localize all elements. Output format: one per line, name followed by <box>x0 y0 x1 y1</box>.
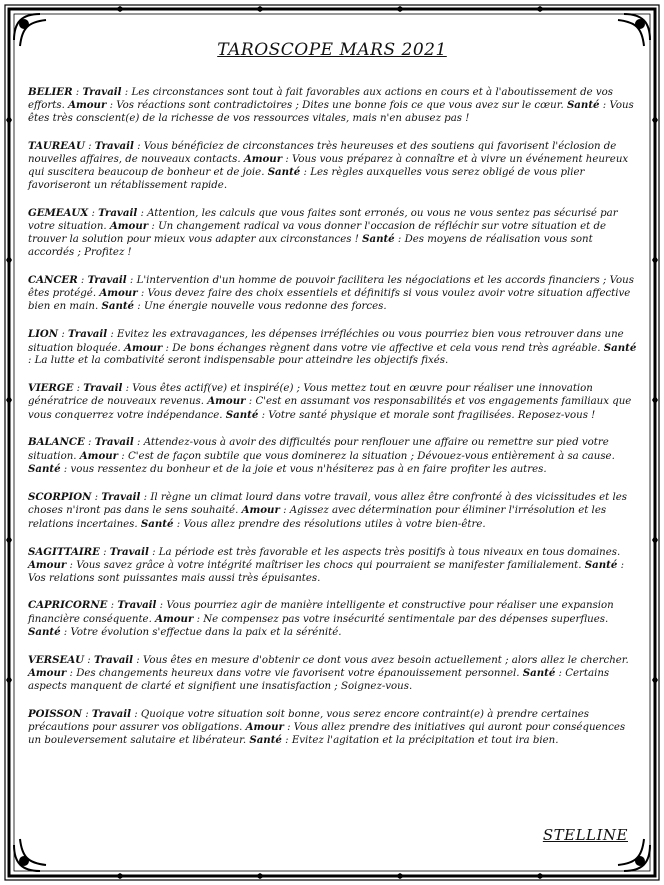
love-text: Des changements heureux dans votre vie favorisent votre épanouissement personnel. <box>76 668 520 680</box>
work-label: Travail <box>91 707 131 720</box>
love-label: Amour <box>241 504 280 517</box>
love-label: Amour <box>207 395 246 408</box>
horoscope-entry: VERSEAU : Travail : Vous êtes en mesure d'obtenir ce dont vous avez besoin actuellement ; alors allez le chercher. Amour : Des changements heureux dans votre vie favorisent votre épanouissement personnel. Santé : Certains aspects manquent de clarté et signifient une insatisfaction ; Soignez-vous. <box>28 653 629 692</box>
love-text: C'est en assumant vos responsabilités et vos engagements familiaux que vous conquerrez votre indépendance. <box>28 396 632 421</box>
work-text: Evitez les extravagances, les dépenses irréfléchies ou vous pourriez bien vous retrouver dans une situation bloquée. <box>28 329 624 354</box>
sign-name: GEMEAUX <box>28 206 89 219</box>
horoscope-entry: POISSON : Travail : Quoique votre situation soit bonne, vous serez encore contraint(e) à prendre certaines précautions pour assurer vos obligations. Amour : Vous allez prendre des initiatives qui auront pour conséquences un bouleversement salutaire et libérateur. Santé : Evitez l'agitation et la précipitation et tout ira bien. <box>28 707 626 747</box>
love-text: Vous savez grâce à votre intégrité maîtriser les chocs qui pourraient se manifester familialement. <box>76 560 582 572</box>
work-text: La période est très favorable et les aspects très positifs à tous niveaux en tous domaines. <box>158 546 621 558</box>
horoscope-entry: SAGITTAIRE : Travail : La période est très favorable et les aspects très positifs à tous niveaux en tous domaines. Amour : Vous savez grâce à votre intégrité maîtriser les chocs qui pourraient se manifester familialement. Santé : Vos relations sont puissantes mais aussi très épuisantes. <box>28 545 624 584</box>
work-label: Travail <box>94 436 134 449</box>
work-label: Travail <box>109 545 149 558</box>
love-label: Amour <box>155 612 194 625</box>
love-text: Vos réactions sont contradictoires ; Dites une bonne fois ce que vous avez sur le cœur. <box>116 100 564 112</box>
work-text: Vous pourriez agir de manière intelligente et constructive pour réaliser une expansion financière conséquente. <box>28 600 614 625</box>
work-label: Travail <box>82 86 122 98</box>
sign-name: CANCER <box>28 273 78 286</box>
sign-name: SCORPION <box>28 491 92 504</box>
border-diamond <box>6 255 12 265</box>
love-label: Amour <box>28 559 67 572</box>
love-text: Ne compensez pas votre insécurité sentimentale par des dépenses superflues. <box>203 613 609 625</box>
horoscope-entry: CANCER : Travail : L'intervention d'un homme de pouvoir facilitera les négociations et les accords financiers ; Vous êtes protégé. Amour : Vous devez faire des choix essentiels et définitifs si vous voulez avoir votre situation affective bien en main. Santé : Une énergie nouvelle vous redonne des forces. <box>28 273 634 313</box>
border-diamond <box>652 255 658 265</box>
page-title: TAROSCOPE MARS 2021 <box>217 40 447 60</box>
border-diamond <box>652 535 658 545</box>
border-diamond <box>115 873 125 879</box>
health-label: Santé <box>28 463 61 476</box>
health-text: Une énergie nouvelle vous redonne des forces. <box>143 301 387 313</box>
work-label: Travail <box>101 491 141 504</box>
work-label: Travail <box>87 273 127 286</box>
health-text: Votre évolution s'effectue dans la paix et la sérénité. <box>70 627 342 639</box>
work-label: Travail <box>94 139 134 152</box>
health-text: Certains aspects manquent de clarté et signifient une insatisfaction ; Soignez-vous. <box>28 668 610 692</box>
border-diamond <box>6 115 12 125</box>
work-text: Il règne un climat lourd dans votre travail, vous allez être confronté à des vicissitudes et les choses n'iront pas dans le sens souhaité. <box>28 492 628 517</box>
work-text: Les circonstances sont tout à fait favorables aux actions en cours et à l'aboutissement de vos efforts. <box>28 87 614 112</box>
sign-name: TAUREAU <box>28 139 85 152</box>
health-label: Santé <box>249 734 282 747</box>
health-text: Vous allez prendre des résolutions utiles à votre bien-être. <box>183 518 486 530</box>
love-text: Vous devez faire des choix essentiels et définitifs si vous voulez avoir votre situation affective bien en main. <box>28 288 631 313</box>
work-label: Travail <box>98 206 138 219</box>
border-diamond <box>395 6 405 12</box>
love-label: Amour <box>68 99 107 112</box>
horoscope-entry: CAPRICORNE : Travail : Vous pourriez agir de manière intelligente et constructive pour réaliser une expansion financière conséquente. Amour : Ne compensez pas votre insécurité sentimentale par des dépenses superflues. Santé : Votre évolution s'effectue dans la paix et la sérénité. <box>28 599 614 639</box>
work-text: L'intervention d'un homme de pouvoir facilitera les négociations et les accords financiers ; Vous êtes protégé. <box>28 274 634 300</box>
health-label: Santé <box>28 626 61 639</box>
work-text: Vous bénéficiez de circonstances très heureuses et des soutiens qui favorisent l'éclosion de nouvelles affaires, de nouveaux contacts. <box>28 140 617 166</box>
love-text: Un changement radical va vous donner l'occasion de réfléchir sur votre situation et de trouver la solution pour mieux vous adapter aux circonstances ! <box>28 221 607 246</box>
border-diamond <box>535 873 545 879</box>
health-text: Les règles auxquelles vous serez obligé de vous plier favoriseront un rétablissement rapide. <box>28 167 585 191</box>
health-label: Santé <box>603 341 637 354</box>
health-label: Santé <box>225 408 259 421</box>
love-text: Vous vous préparez à connaître et à vivre un événement heureux qui suscitera beaucoup de bonheur et de joie. <box>28 154 629 179</box>
work-text: Vous êtes actif(ve) et inspiré(e) ; Vous mettez tout en œuvre pour réaliser une innovation génératrice de nouveaux revenus. <box>28 382 593 408</box>
health-label: Santé <box>566 99 600 112</box>
work-text: Quoique votre situation soit bonne, vous serez encore contraint(e) à prendre certaines précautions pour assurer vos obligations. <box>28 708 590 733</box>
border-diamond <box>652 115 658 125</box>
title-wrap <box>0 40 664 60</box>
horoscope-entry: LION : Travail : Evitez les extravagances, les dépenses irréfléchies ou vous pourriez bien vous retrouver dans une situation bloquée. Amour : De bons échanges règnent dans votre vie affective et cela vous rend très agréable. Santé : La lutte et la combativité seront indispensable pour atteindre les objectifs fixés. <box>28 328 637 367</box>
health-text: Vous êtes très conscient(e) de la richesse de vos ressources vitales, mais n'en abusez pas ! <box>28 100 634 124</box>
border-diamond <box>115 6 125 12</box>
sign-name: CAPRICORNE <box>28 599 108 612</box>
love-text: Vous allez prendre des initiatives qui auront pour conséquences un bouleversement salutaire et libérateur. <box>28 721 626 747</box>
horoscope-list <box>28 86 640 762</box>
work-label: Travail <box>93 653 134 666</box>
border-diamond <box>6 395 12 405</box>
work-label: Travail <box>68 328 108 341</box>
horoscope-entry: VIERGE : Travail : Vous êtes actif(ve) et inspiré(e) ; Vous mettez tout en œuvre pour réaliser une innovation génératrice de nouveaux revenus. Amour : C'est en assumant vos responsabilités et vos engagements familiaux que vous conquerrez votre indépendance. Santé : Votre santé physique et morale sont fragilisées. Reposez-vous ! <box>28 381 632 421</box>
work-label: Travail <box>83 381 123 394</box>
love-text: C'est de façon subtile que vous dominerez la situation ; Dévouez-vous entièrement à sa cause. <box>127 450 615 462</box>
border-diamond <box>395 873 405 879</box>
work-label: Travail <box>117 599 157 612</box>
sign-name: BELIER <box>28 86 73 98</box>
sign-name: LION <box>28 328 59 341</box>
sign-name: SAGITTAIRE <box>28 545 100 558</box>
sign-name: POISSON <box>28 707 82 720</box>
horoscope-entry: SCORPION : Travail : Il règne un climat lourd dans votre travail, vous allez être confronté à des vicissitudes et les choses n'iront pas dans le sens souhaité. Amour : Agissez avec détermination pour éliminer l'irrésolution et les relations incertaines. Santé : Vous allez prendre des résolutions utiles à votre bien-être. <box>28 491 628 530</box>
health-text: Votre santé physique et morale sont fragilisées. Reposez-vous ! <box>268 409 596 421</box>
sign-name: BALANCE <box>28 436 85 449</box>
horoscope-entry: BELIER : Travail : Les circonstances sont tout à fait favorables aux actions en cours et à l'aboutissement de vos efforts. Amour : Vos réactions sont contradictoires ; Dites une bonne fois ce que vous avez sur le cœur. Santé : Vous êtes très conscient(e) de la richesse de vos ressources vitales, mais n'en abusez pas ! <box>28 86 634 124</box>
health-label: Santé <box>522 667 556 680</box>
border-diamond <box>255 6 265 12</box>
health-label: Santé <box>101 300 135 313</box>
love-label: Amour <box>109 220 149 233</box>
health-text: Vos relations sont puissantes mais aussi très épuisantes. <box>28 572 321 584</box>
health-text: vous ressentez du bonheur et de la joie et vous n'hésiterez pas à en faire profiter les autres. <box>70 464 547 476</box>
horoscope-entry: GEMEAUX : Travail : Attention, les calculs que vous faites sont erronés, ou vous ne vous sentez pas sécurisé par votre situation. Amour : Un changement radical va vous donner l'occasion de réfléchir sur votre situation et de trouver la solution pour mieux vous adapter aux circonstances ! Santé : Des moyens de réalisation vous sont accordés ; Profitez ! <box>28 206 618 258</box>
work-text: Vous êtes en mesure d'obtenir ce dont vous avez besoin actuellement ; alors allez le chercher. <box>142 654 629 666</box>
sign-name: VIERGE <box>28 381 74 394</box>
love-label: Amour <box>243 153 283 166</box>
health-label: Santé <box>140 517 174 530</box>
love-label: Amour <box>28 667 67 680</box>
author-signature: STELLINE <box>542 826 628 844</box>
work-text: Attendez-vous à avoir des difficultés pour renflouer une affaire ou remettre sur pied votre situation. <box>28 437 609 462</box>
border-diamond <box>6 675 12 685</box>
health-label: Santé <box>584 559 618 572</box>
border-diamond <box>6 535 12 545</box>
border-diamond <box>652 675 658 685</box>
love-label: Amour <box>79 449 119 462</box>
health-text: Evitez l'agitation et la précipitation et tout ira bien. <box>291 735 559 747</box>
border-diamond <box>255 873 265 879</box>
love-text: De bons échanges règnent dans votre vie affective et cela vous rend très agréable. <box>172 342 601 354</box>
health-label: Santé <box>362 233 395 246</box>
border-diamond <box>652 395 658 405</box>
love-label: Amour <box>124 341 163 354</box>
work-text: Attention, les calculs que vous faites sont erronés, ou vous ne vous sentez pas sécurisé par votre situation. <box>28 207 618 233</box>
love-label: Amour <box>99 287 138 300</box>
health-label: Santé <box>267 166 301 179</box>
horoscope-entry: TAUREAU : Travail : Vous bénéficiez de circonstances très heureuses et des soutiens qui favorisent l'éclosion de nouvelles affaires, de nouveaux contacts. Amour : Vous vous préparez à connaître et à vivre un événement heureux qui suscitera beaucoup de bonheur et de joie. Santé : Les règles auxquelles vous serez obligé de vous plier favoriseront un rétablissement rapide. <box>28 139 629 191</box>
health-text: Des moyens de réalisation vous sont accordés ; Profitez ! <box>28 234 593 258</box>
love-label: Amour <box>245 720 284 733</box>
love-text: Agissez avec détermination pour éliminer l'irrésolution et les relations incertaines. <box>28 505 607 530</box>
horoscope-entry: BALANCE : Travail : Attendez-vous à avoir des difficultés pour renflouer une affaire ou remettre sur pied votre situation. Amour : C'est de façon subtile que vous dominerez la situation ; Dévouez-vous entièrement à sa cause. Santé : vous ressentez du bonheur et de la joie et vous n'hésiterez pas à en faire profiter les autres. <box>28 436 615 476</box>
border-diamond <box>535 6 545 12</box>
health-text: La lutte et la combativité seront indispensable pour atteindre les objectifs fixés. <box>34 355 449 367</box>
sign-name: VERSEAU <box>28 653 85 666</box>
